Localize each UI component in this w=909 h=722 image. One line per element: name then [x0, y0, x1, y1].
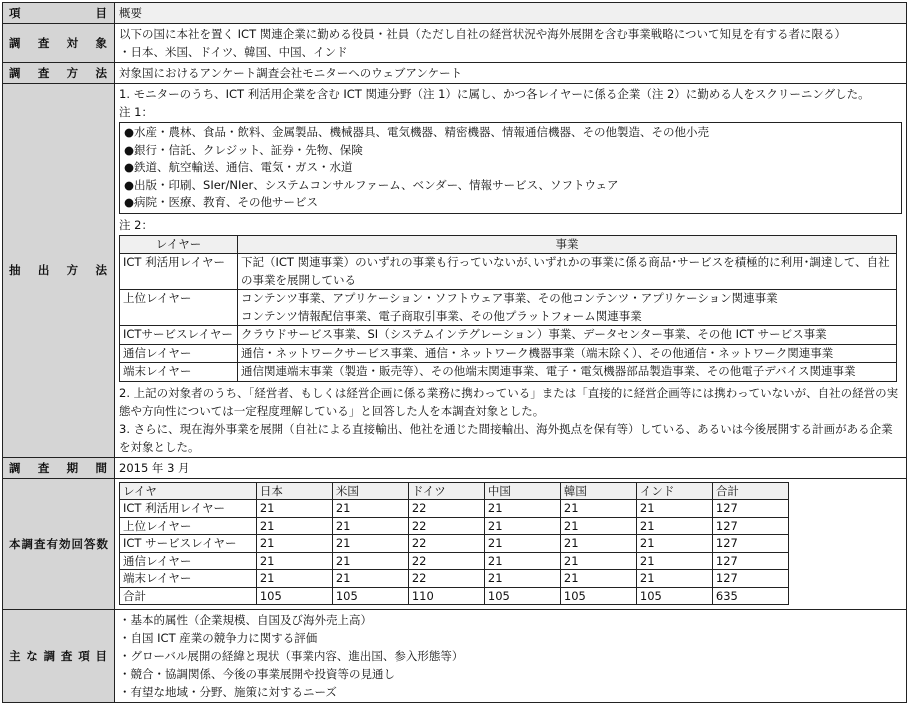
responses-count: 105: [332, 587, 408, 605]
items-row: [3, 610, 907, 703]
header-item-label: 項 目: [3, 3, 115, 24]
period-label: 調査期間: [3, 457, 115, 478]
responses-count: 21: [484, 552, 560, 570]
responses-count: 21: [256, 552, 332, 570]
target-row: [3, 24, 907, 63]
layer-row: [120, 290, 897, 326]
responses-count: 105: [636, 587, 712, 605]
note1-box: [119, 122, 902, 214]
responses-count: 21: [560, 570, 636, 588]
responses-count: 21: [636, 552, 712, 570]
note1-item: ●出版・印刷、SIer/NIer、システムコンサルファーム、ベンダー、情報サービス、ソフトウェア: [124, 177, 619, 192]
responses-count: 127: [712, 517, 788, 535]
target-line: ・日本、米国、ドイツ、韓国、中国、インド: [119, 45, 348, 59]
responses-count: 22: [408, 517, 484, 535]
header-row: [3, 3, 907, 24]
layer-name: 端末レイヤー: [120, 363, 238, 382]
period-text: 2015 年 3 月: [115, 457, 907, 478]
responses-count: 110: [408, 587, 484, 605]
responses-row-item: [120, 500, 789, 518]
responses-row-item: [120, 570, 789, 588]
responses-count: 21: [332, 500, 408, 518]
responses-count: 21: [636, 517, 712, 535]
responses-count: 21: [332, 517, 408, 535]
extraction-row: [3, 84, 907, 458]
responses-table: [119, 482, 789, 606]
method-label: 調査方法: [3, 63, 115, 84]
responses-layer-name: 上位レイヤー: [120, 517, 257, 535]
responses-count: 105: [484, 587, 560, 605]
note1-item: ●銀行・信託、クレジット、証券・先物、保険: [124, 142, 363, 157]
layer-business: クラウドサービス事業、SI（システムインテグレーション）事業、データセンター事業、その他 ICT サービス事業: [238, 326, 897, 345]
layer-business: 下記（ICT 関連事業）のいずれの事業も行っていないが､いずれかの事業に係る商品･サービスを積極的に利用･調達して、自社の事業を展開している: [238, 254, 897, 290]
responses-count: 22: [408, 535, 484, 553]
responses-layer-name: 端末レイヤー: [120, 570, 257, 588]
responses-count: 21: [256, 535, 332, 553]
note1-item: ●鉄道、航空輸送、通信、電気・ガス・水道: [124, 160, 353, 174]
responses-count: 21: [332, 552, 408, 570]
responses-count: 21: [636, 500, 712, 518]
method-text: 対象国におけるアンケート調査会社モニターへのウェブアンケート: [115, 63, 907, 84]
responses-count: 22: [408, 500, 484, 518]
layer-row: [120, 326, 897, 345]
responses-body: [120, 500, 789, 605]
responses-count: 21: [636, 570, 712, 588]
layer-col-header: レイヤー: [120, 235, 238, 254]
extraction-step2: 2. 上記の対象者のうち、「経営者、もしくは経営企画に係る業務に携わっている」または「直接的に経営企画等には携わっていないが、自社の経営の実態や方向性については一定程度理解している」と回答した人を本調査対象とした。: [119, 385, 899, 418]
responses-col-header: インド: [636, 482, 712, 500]
target-content: [115, 24, 907, 63]
responses-col-header: 合計: [712, 482, 788, 500]
responses-count: 22: [408, 552, 484, 570]
survey-item: ・競合・協調関係、今後の事業展開や投資等の見通し: [119, 667, 395, 681]
responses-count: 21: [560, 517, 636, 535]
responses-count: 635: [712, 587, 788, 605]
method-row: [3, 63, 907, 84]
layer-row: [120, 344, 897, 363]
survey-item: ・基本的属性（企業規模、自国及び海外売上高）: [119, 613, 372, 627]
responses-count: 21: [484, 517, 560, 535]
responses-label: 本調査有効回答数: [3, 478, 115, 610]
responses-count: 21: [484, 570, 560, 588]
responses-count: 21: [560, 552, 636, 570]
layer-row: [120, 254, 897, 290]
responses-count: 21: [256, 570, 332, 588]
layer-business: 通信・ネットワークサービス事業、通信・ネットワーク機器事業（端末除く）、その他通信・ネットワーク関連事業: [238, 344, 897, 363]
responses-count: 127: [712, 552, 788, 570]
responses-count: 21: [560, 535, 636, 553]
responses-header-row: [120, 482, 789, 500]
responses-row-item: [120, 552, 789, 570]
items-content: [115, 610, 907, 703]
responses-row-item: [120, 517, 789, 535]
survey-item: ・有望な地域・分野、施策に対するニーズ: [119, 685, 337, 699]
responses-col-header: 米国: [332, 482, 408, 500]
survey-item: ・自国 ICT 産業の競争力に関する評価: [119, 631, 318, 645]
header-summary-label: 概要: [115, 3, 907, 24]
responses-content: [115, 478, 907, 610]
note1-item: ●病院・医療、教育、その他サービス: [124, 195, 319, 209]
target-line: 以下の国に本社を置く ICT 関連企業に勤める役員・社員（ただし自社の経営状況や海外展開を含む事業戦略について知見を有する者に限る）: [119, 27, 847, 41]
responses-count: 21: [560, 500, 636, 518]
responses-row-item: [120, 587, 789, 605]
extraction-label: 抽出方法: [3, 84, 115, 458]
responses-layer-name: ICT サービスレイヤー: [120, 535, 257, 553]
responses-layer-name: 合計: [120, 587, 257, 605]
layer-table: [119, 235, 897, 382]
extraction-content: [115, 84, 907, 458]
layer-name: ICTサービスレイヤー: [120, 326, 238, 345]
responses-count: 21: [332, 535, 408, 553]
note2-title: 注 2：: [119, 217, 153, 232]
responses-row-item: [120, 535, 789, 553]
responses-layer-name: ICT 利活用レイヤー: [120, 500, 257, 518]
responses-count: 21: [256, 500, 332, 518]
responses-count: 105: [560, 587, 636, 605]
target-label: 調査対象: [3, 24, 115, 63]
layer-name: 上位レイヤー: [120, 290, 238, 326]
layer-business: コンテンツ事業、アプリケーション・ソフトウェア事業、その他コンテンツ・アプリケーション関連事業 コンテンツ情報配信事業、電子商取引事業、その他プラットフォーム関連事業: [238, 290, 897, 326]
note1-title: 注 1：: [119, 105, 153, 119]
period-row: [3, 457, 907, 478]
responses-count: 22: [408, 570, 484, 588]
business-col-header: 事業: [238, 235, 897, 254]
responses-count: 21: [332, 570, 408, 588]
layer-row: [120, 363, 897, 382]
layer-name: 通信レイヤー: [120, 344, 238, 363]
responses-count: 21: [484, 500, 560, 518]
responses-count: 21: [484, 535, 560, 553]
responses-col-header: レイヤ: [120, 482, 257, 500]
survey-item: ・グローバル展開の経緯と現状（事業内容、進出国、参入形態等）: [119, 649, 464, 663]
survey-overview-table: [2, 2, 907, 703]
responses-count: 21: [256, 517, 332, 535]
note1-item: ●水産・農林、食品・飲料、金属製品、機械器具、電気機器、精密機器、情報通信機器、その他製造、その他小売: [124, 125, 710, 139]
responses-row: [3, 478, 907, 610]
responses-count: 105: [256, 587, 332, 605]
responses-count: 21: [636, 535, 712, 553]
extraction-step1: 1. モニターのうち、ICT 利活用企業を含む ICT 関連分野（注 1）に属し、かつ各レイヤーに係る企業（注 2）に勤める人をスクリーニングした。: [119, 87, 870, 101]
responses-count: 127: [712, 535, 788, 553]
responses-col-header: 中国: [484, 482, 560, 500]
layer-header-row: [120, 235, 897, 254]
responses-col-header: ドイツ: [408, 482, 484, 500]
layer-business: 通信関連端末事業（製造・販売等）、その他端末関連事業、電子・電気機器部品製造事業、その他電子デバイス関連事業: [238, 363, 897, 382]
items-label: 主な調査項目: [3, 610, 115, 703]
responses-count: 127: [712, 500, 788, 518]
extraction-step3: 3. さらに、現在海外事業を展開（自社による直接輸出、他社を通じた間接輸出、海外拠点を保有等）している、あるいは今後展開する計画がある企業を対象とした。: [119, 421, 893, 454]
responses-col-header: 韓国: [560, 482, 636, 500]
responses-count: 127: [712, 570, 788, 588]
layer-name: ICT 利活用レイヤー: [120, 254, 238, 290]
responses-col-header: 日本: [256, 482, 332, 500]
responses-layer-name: 通信レイヤー: [120, 552, 257, 570]
